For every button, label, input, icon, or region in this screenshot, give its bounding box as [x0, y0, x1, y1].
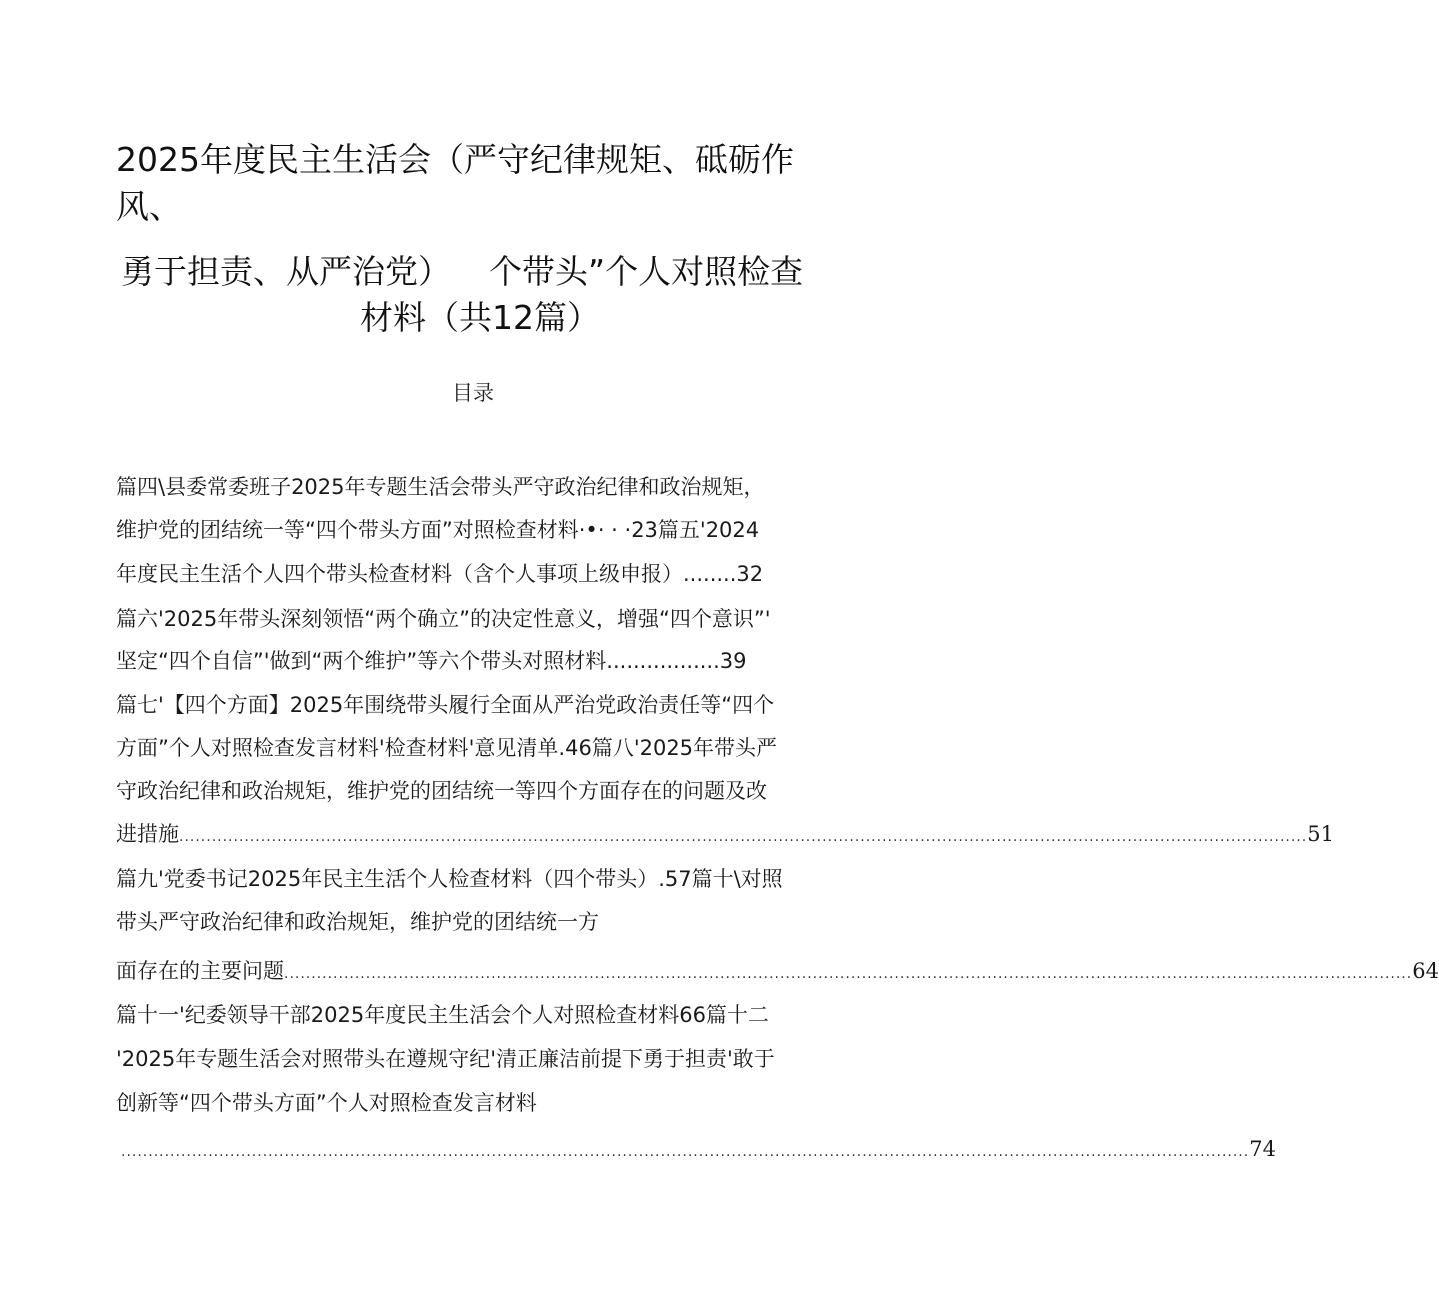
- toc-line: 年度民主生活个人四个带头检查材料（含个人事项上级申报）........32: [116, 562, 764, 586]
- document-title-line-2: 风、: [116, 187, 182, 226]
- toc-line: 篇十一'纪委领导干部2025年度民主生活会个人对照检查材料66篇十二: [116, 1003, 769, 1027]
- dot-leader: ...............................................................................................................................................................................................................: [121, 1144, 1250, 1160]
- title-line-3-part-a: 勇于担责、从严治党）: [121, 252, 451, 291]
- toc-page-number: 64: [1412, 959, 1439, 983]
- toc-line: 守政治纪律和政治规矩，维护党的团结统一等四个方面存在的问题及改: [116, 779, 767, 803]
- toc-entry-dotted: [116, 956, 1439, 992]
- toc-line: 篇四\县委常委班子2025年专题生活会带头严守政治纪律和政治规矩，: [116, 475, 765, 499]
- toc-line: 篇六'2025年带头深刻领悟“两个确立”的决定性意义，增强“四个意识”': [116, 607, 771, 631]
- title-line-3-part-b: 个带头”个人对照检查: [489, 252, 804, 291]
- document-title-line-3: [121, 250, 803, 294]
- toc-line: 方面”个人对照检查发言材料'检查材料'意见清单.46篇八'2025年带头严: [116, 736, 778, 760]
- document-title-line-1: 2025年度民主生活会（严守纪律规矩、砥砺作: [116, 140, 794, 179]
- toc-entry-dotted: [116, 819, 1334, 855]
- document-title-line-4: 材料（共12篇）: [360, 298, 600, 337]
- toc-entry-label: 面存在的主要问题: [116, 959, 284, 983]
- toc-line: 坚定“四个自信”'做到“两个维护”等六个带头对照材料.................39: [116, 649, 747, 673]
- toc-entry-label: 进措施: [116, 822, 179, 846]
- toc-line: 创新等“四个带头方面”个人对照检查发言材料: [116, 1091, 537, 1115]
- toc-line: 篇九'党委书记2025年民主生活个人检查材料（四个带头）.57篇十\对照: [116, 867, 783, 891]
- toc-heading: 目录: [452, 381, 494, 405]
- toc-line: '2025年专题生活会对照带头在遵规守纪'清正廉洁前提下勇于担责'敢于: [116, 1047, 775, 1071]
- toc-page-number: 51: [1307, 822, 1334, 846]
- toc-entry-dotted: [121, 1134, 1276, 1170]
- dot-leader: ...............................................................................................................................................................................................................: [179, 829, 1308, 845]
- toc-line: 维护党的团结统一等“四个带头方面”对照检查材料·•· · ·23篇五'2024: [116, 518, 760, 542]
- toc-line: 篇七'【四个方面】2025年围绕带头履行全面从严治党政治责任等“四个: [116, 693, 775, 717]
- dot-leader: ...............................................................................................................................................................................................................: [284, 966, 1413, 982]
- toc-line: 带头严守政治纪律和政治规矩，维护党的团结统一方: [116, 910, 599, 934]
- toc-page-number: 74: [1249, 1137, 1276, 1161]
